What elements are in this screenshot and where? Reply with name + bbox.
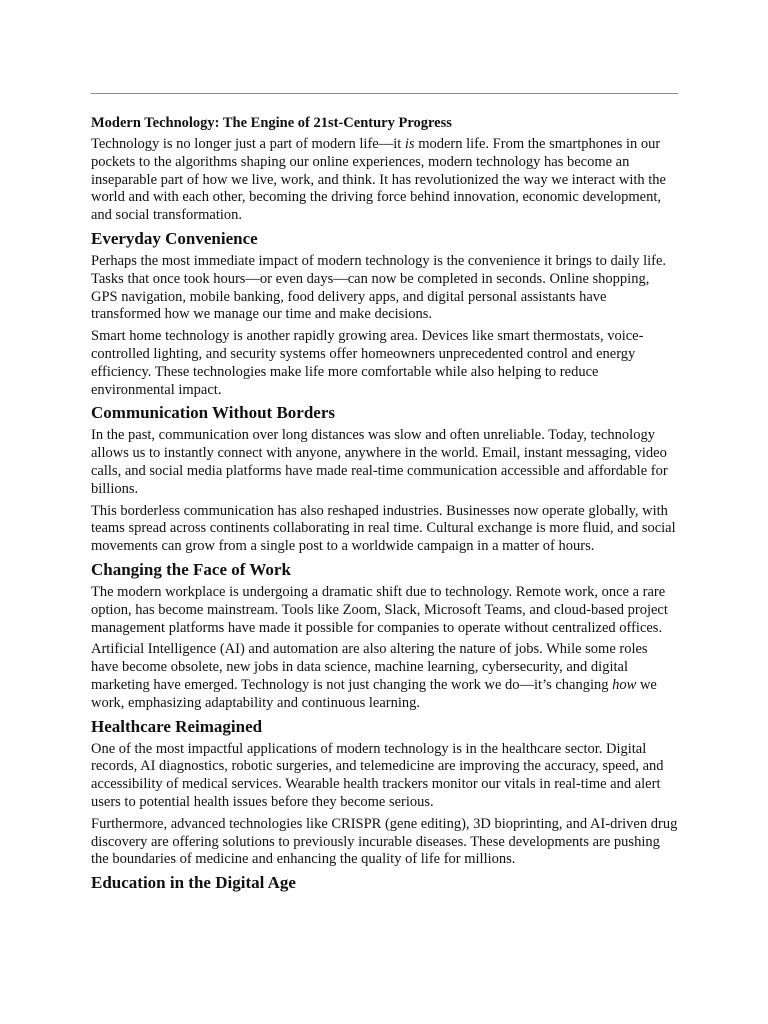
healthcare-paragraph-1: One of the most impactful applications of modern technology is in the healthcare sector. Digital records, AI diagnostics, robotic surgeries, and telemedicine are improving the accuracy, speed, and accessibility of medical services. Wearable health trackers monitor our vitals in real-time and alert users to potential health issues before they become serious. — [91, 740, 664, 810]
intro-emphasis: is — [404, 136, 415, 152]
intro-text-end: modern life. From the smartphones in our pockets to the algorithms shaping our online experiences, modern technology has become an inseparable part of how we live, work, and think. It has revolutionized the way we interact with the world and with each other, becoming the driving force behind innovation, economic development, and social transformation. — [91, 136, 666, 224]
work-paragraph-1: The modern workplace is undergoing a dramatic shift due to technology. Remote work, once a rare option, has become mainstream. Tools like Zoom, Slack, Microsoft Teams, and cloud-based project management platforms have made it possible for companies to operate without centralized offices. — [91, 583, 668, 636]
section-heading-healthcare: Healthcare Reimagined — [91, 716, 263, 736]
everyday-convenience-paragraph-1: Perhaps the most immediate impact of modern technology is the convenience it brings to daily life. Tasks that once took hours—or even days—can now be completed in seconds. Online shopping, GPS navigation, mobile banking, food delivery apps, and digital personal assistants have transformed how we manage our time and make decisions. — [91, 252, 667, 323]
top-divider — [91, 93, 678, 94]
everyday-convenience-paragraph-2: Smart home technology is another rapidly growing area. Devices like smart thermostats, voice-controlled lighting, and security systems offer homeowners unprecedented control and energy efficiency. These technologies make life more comfortable while also helping to reduce environmental impact. — [91, 328, 644, 398]
document-title: Modern Technology: The Engine of 21st-Century Progress — [91, 115, 452, 131]
work-paragraph-2-end: we work, emphasizing adaptability and continuous learning. — [91, 676, 657, 711]
work-paragraph-2-emphasis: how — [612, 676, 637, 693]
section-heading-work: Changing the Face of Work — [91, 559, 291, 579]
communication-paragraph-2: This borderless communication has also reshaped industries. Businesses now operate globally, with teams spread across continents collaborating in real time. Cultural exchange is more fluid, and social movements can grow from a single post to a worldwide campaign in a matter of hours. — [91, 502, 676, 555]
document-page — [91, 93, 678, 897]
communication-paragraph-1: In the past, communication over long distances was slow and often unreliable. Today, technology allows us to instantly connect with anyone, anywhere in the world. Email, instant messaging, video calls, and social media platforms have made real-time communication accessible and affordable for billions. — [91, 427, 668, 497]
work-paragraph-2 — [91, 641, 678, 712]
work-paragraph-2-start: Artificial Intelligence (AI) and automation are also altering the nature of jobs. While some roles have become obsolete, new jobs in data science, machine learning, cybersecurity, and digital marketing have emerged. Technology is not just changing the work we do—it’s changing — [91, 641, 648, 693]
intro-paragraph — [91, 136, 678, 225]
healthcare-paragraph-2: Furthermore, advanced technologies like CRISPR (gene editing), 3D bioprinting, and AI-driven drug discovery are offering solutions to previously incurable diseases. These developments are pushing the boundaries of medicine and enhancing the quality of life for millions. — [91, 815, 678, 868]
intro-text-start: Technology is no longer just a part of modern life—it — [91, 136, 405, 152]
section-heading-everyday-convenience: Everyday Convenience — [91, 228, 258, 248]
section-heading-education: Education in the Digital Age — [91, 873, 296, 893]
section-heading-communication: Communication Without Borders — [91, 403, 336, 423]
